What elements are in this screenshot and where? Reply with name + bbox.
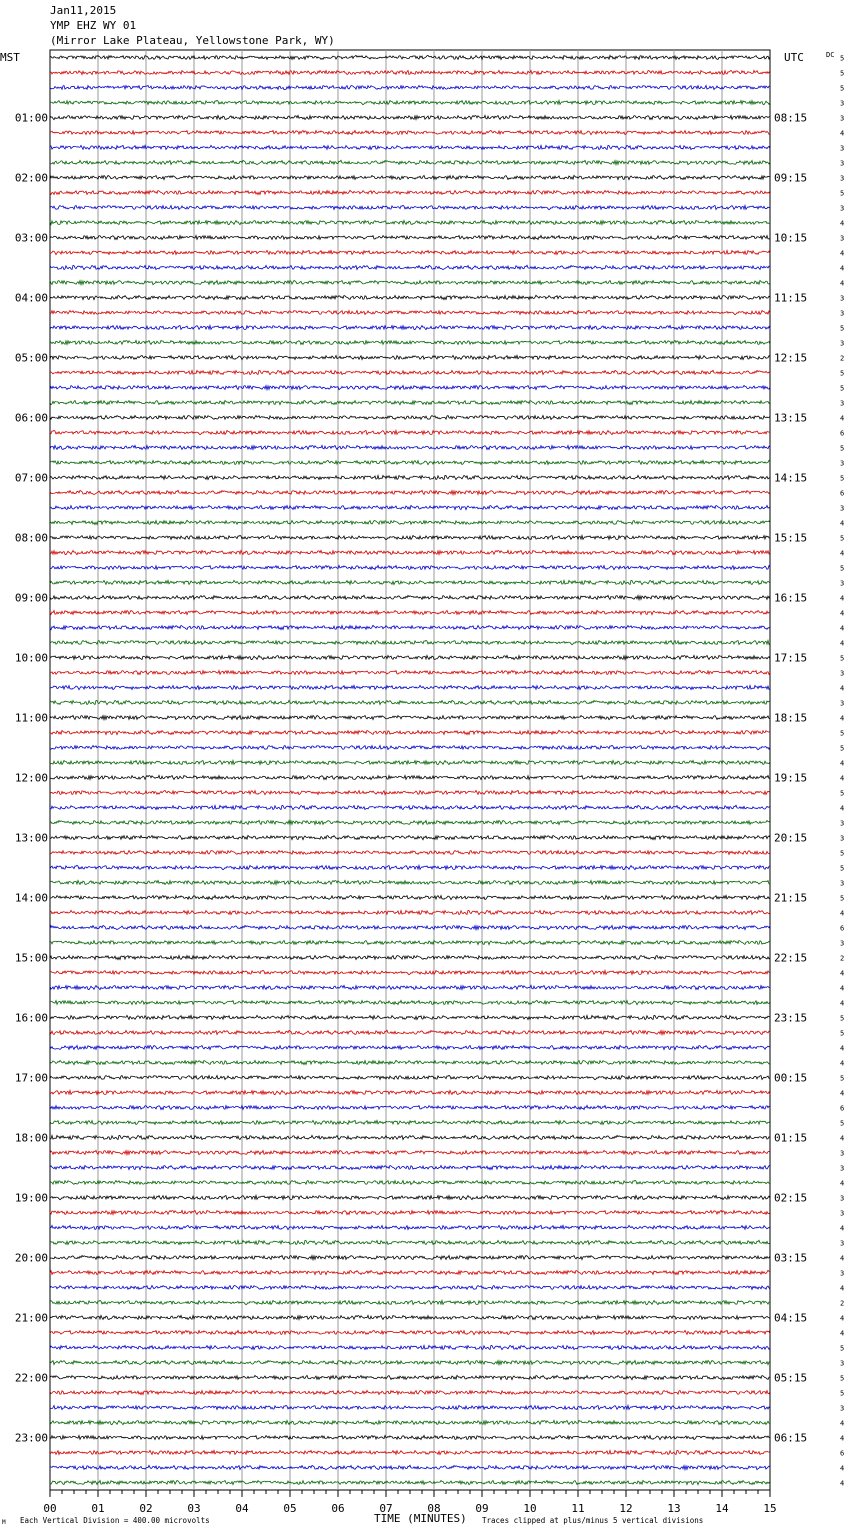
dc-offset-value: 5 <box>840 654 845 663</box>
seismic-trace <box>50 1210 770 1214</box>
seismic-trace <box>50 1315 770 1319</box>
mst-hour-label: 05:00 <box>14 351 48 365</box>
dc-offset-value: 5 <box>840 534 845 543</box>
station-location: (Mirror Lake Plateau, Yellowstone Park, WY) <box>50 34 335 47</box>
seismic-trace <box>50 835 770 839</box>
seismic-trace <box>50 580 770 584</box>
seismic-trace <box>50 820 770 824</box>
x-tick-label: 02 <box>139 1502 153 1515</box>
footer-mark: M <box>2 1519 6 1526</box>
dc-offset-value: 3 <box>840 399 845 408</box>
dc-offset-value: 4 <box>840 1464 845 1473</box>
utc-hour-label: 09:15 <box>774 171 808 185</box>
dc-offset-value: 2 <box>840 954 845 963</box>
seismic-trace <box>50 490 770 494</box>
seismic-trace <box>50 160 770 164</box>
dc-offset-value: 4 <box>840 774 845 783</box>
dc-offset-value: 5 <box>840 864 845 873</box>
mst-hour-label: 22:00 <box>14 1371 48 1385</box>
dc-offset-value: 4 <box>840 684 845 693</box>
seismic-trace <box>50 910 770 914</box>
mst-hour-label: 15:00 <box>14 951 48 965</box>
seismic-trace <box>50 1150 770 1154</box>
seismic-trace <box>50 940 770 944</box>
dc-offset-value: 3 <box>840 1209 845 1218</box>
seismic-trace <box>50 145 770 149</box>
seismic-trace <box>50 295 770 299</box>
seismic-trace <box>50 400 770 404</box>
mst-hour-label: 23:00 <box>14 1431 48 1445</box>
seismic-trace <box>50 700 770 704</box>
dc-offset-value: 4 <box>840 549 845 558</box>
mst-hour-label: 11:00 <box>14 711 48 725</box>
dc-offset-value: 3 <box>840 204 845 213</box>
dc-offset-value: 3 <box>840 159 845 168</box>
mst-hour-label: 19:00 <box>14 1191 48 1205</box>
seismic-trace <box>50 1480 770 1484</box>
dc-offset-value: 2 <box>840 1299 845 1308</box>
dc-offset-value: 4 <box>840 714 845 723</box>
seismic-trace <box>50 175 770 179</box>
vertical-division-note: Each Vertical Division = 400.00 microvolts <box>20 1516 210 1525</box>
seismic-trace <box>50 1285 770 1289</box>
dc-offset-value: 3 <box>840 234 845 243</box>
utc-hour-label: 14:15 <box>774 471 808 485</box>
dc-offset-value: 5 <box>840 69 845 78</box>
dc-offset-value: 5 <box>840 1029 845 1038</box>
dc-offset-value: 3 <box>840 1404 845 1413</box>
mst-hour-label: 10:00 <box>14 651 48 665</box>
seismic-trace <box>50 1000 770 1004</box>
dc-offset-value: 3 <box>840 294 845 303</box>
mst-hour-label: 04:00 <box>14 291 48 305</box>
utc-hour-label: 19:15 <box>774 771 808 785</box>
utc-hour-label: 08:15 <box>774 111 808 125</box>
seismic-trace <box>50 130 770 134</box>
utc-hour-label: 18:15 <box>774 711 808 725</box>
seismic-trace <box>50 1375 770 1379</box>
seismic-trace <box>50 205 770 209</box>
plot-date: Jan11,2015 <box>50 4 117 17</box>
seismic-trace <box>50 85 770 89</box>
utc-hour-label: 16:15 <box>774 591 808 605</box>
dc-offset-value: 5 <box>840 324 845 333</box>
dc-offset-value: 3 <box>840 504 845 513</box>
seismic-trace <box>50 1015 770 1019</box>
seismic-trace <box>50 310 770 314</box>
dc-offset-value: 4 <box>840 759 845 768</box>
seismic-trace <box>50 850 770 854</box>
dc-offset-value: 3 <box>840 174 845 183</box>
x-tick-label: 01 <box>91 1502 105 1515</box>
seismic-trace <box>50 550 770 554</box>
x-tick-label: 09 <box>475 1502 489 1515</box>
mst-hour-label: 07:00 <box>14 471 48 485</box>
seismic-trace <box>50 760 770 764</box>
dc-offset-value: 3 <box>840 114 845 123</box>
dc-offset-value: 3 <box>840 879 845 888</box>
seismic-trace <box>50 1090 770 1094</box>
dc-offset-value: 5 <box>840 384 845 393</box>
seismic-trace <box>50 1075 770 1079</box>
utc-axis-label: UTC <box>784 51 804 64</box>
seismic-trace <box>50 745 770 749</box>
seismic-trace <box>50 460 770 464</box>
dc-offset-value: 5 <box>840 849 845 858</box>
mst-hour-label: 02:00 <box>14 171 48 185</box>
dc-offset-value: 4 <box>840 129 845 138</box>
mst-hour-label: 18:00 <box>14 1131 48 1145</box>
station-id: YMP EHZ WY 01 <box>50 19 137 32</box>
x-tick-label: 14 <box>715 1502 729 1515</box>
seismic-trace <box>50 340 770 344</box>
dc-offset-value: 4 <box>840 624 845 633</box>
dc-offset-value: 4 <box>840 1224 845 1233</box>
dc-offset-value: 3 <box>840 459 845 468</box>
seismic-trace <box>50 1465 770 1469</box>
seismic-trace <box>50 1360 770 1364</box>
dc-offset-value: 4 <box>840 804 845 813</box>
seismic-trace <box>50 325 770 329</box>
dc-offset-value: 3 <box>840 1239 845 1248</box>
seismic-trace <box>50 1030 770 1034</box>
utc-hour-label: 06:15 <box>774 1431 808 1445</box>
dc-offset-value: 5 <box>840 474 845 483</box>
seismic-trace <box>50 115 770 119</box>
dc-offset-value: 3 <box>840 309 845 318</box>
dc-offset-value: 4 <box>840 264 845 273</box>
seismic-trace <box>50 535 770 539</box>
dc-offset-value: 5 <box>840 84 845 93</box>
utc-hour-label: 10:15 <box>774 231 808 245</box>
seismic-trace <box>50 685 770 689</box>
dc-offset-value: 4 <box>840 1044 845 1053</box>
seismic-trace <box>50 415 770 419</box>
dc-offset-value: 4 <box>840 414 845 423</box>
x-tick-label: 04 <box>235 1502 249 1515</box>
seismic-trace <box>50 505 770 509</box>
utc-hour-label: 23:15 <box>774 1011 808 1025</box>
utc-hour-label: 01:15 <box>774 1131 808 1145</box>
dc-offset-value: 5 <box>840 1119 845 1128</box>
mst-hour-label: 20:00 <box>14 1251 48 1265</box>
dc-offset-value: 4 <box>840 639 845 648</box>
dc-offset-value: 3 <box>840 819 845 828</box>
seismic-trace <box>50 730 770 734</box>
dc-offset-value: 4 <box>840 1284 845 1293</box>
x-tick-label: 15 <box>763 1502 777 1515</box>
seismic-trace <box>50 1405 770 1409</box>
dc-offset-value: 6 <box>840 489 845 498</box>
seismic-trace <box>50 925 770 929</box>
x-tick-label: 13 <box>667 1502 681 1515</box>
dc-offset-value: 5 <box>840 789 845 798</box>
seismic-trace <box>50 520 770 524</box>
x-tick-label: 05 <box>283 1502 297 1515</box>
mst-hour-label: 16:00 <box>14 1011 48 1025</box>
dc-offset-value: 4 <box>840 1479 845 1488</box>
dc-offset-value: 5 <box>840 1389 845 1398</box>
utc-hour-label: 17:15 <box>774 651 808 665</box>
x-tick-label: 12 <box>619 1502 633 1515</box>
utc-hour-label: 12:15 <box>774 351 808 365</box>
x-tick-label: 06 <box>331 1502 345 1515</box>
seismic-trace <box>50 55 770 59</box>
seismic-trace <box>50 265 770 269</box>
dc-offset-value: 5 <box>840 189 845 198</box>
dc-offset-value: 4 <box>840 1089 845 1098</box>
dc-offset-value: 3 <box>840 1359 845 1368</box>
dc-offset-value: 2 <box>840 354 845 363</box>
dc-offset-value: 5 <box>840 729 845 738</box>
dc-offset-value: 5 <box>840 894 845 903</box>
seismic-trace <box>50 250 770 254</box>
utc-hour-label: 04:15 <box>774 1311 808 1325</box>
seismic-trace <box>50 865 770 869</box>
seismic-trace <box>50 100 770 104</box>
mst-hour-label: 21:00 <box>14 1311 48 1325</box>
x-tick-label: 07 <box>379 1502 393 1515</box>
dc-offset-value: 4 <box>840 609 845 618</box>
utc-hour-label: 03:15 <box>774 1251 808 1265</box>
seismic-trace <box>50 805 770 809</box>
seismic-trace <box>50 880 770 884</box>
mst-hour-label: 01:00 <box>14 111 48 125</box>
seismic-trace <box>50 595 770 599</box>
utc-hour-label: 00:15 <box>774 1071 808 1085</box>
seismic-trace <box>50 775 770 779</box>
seismic-trace <box>50 1330 770 1334</box>
dc-offset-value: 4 <box>840 909 845 918</box>
utc-hour-label: 05:15 <box>774 1371 808 1385</box>
seismic-trace <box>50 955 770 959</box>
utc-hour-label: 15:15 <box>774 531 808 545</box>
dc-offset-value: 4 <box>840 1179 845 1188</box>
seismic-trace <box>50 1435 770 1439</box>
dc-offset-value: 3 <box>840 1269 845 1278</box>
dc-offset-value: 4 <box>840 1329 845 1338</box>
dc-offset-value: 5 <box>840 744 845 753</box>
seismic-trace <box>50 790 770 794</box>
seismic-trace <box>50 235 770 239</box>
dc-offset-value: 3 <box>840 669 845 678</box>
seismic-trace <box>50 670 770 674</box>
seismic-trace <box>50 280 770 284</box>
seismic-trace <box>50 655 770 659</box>
dc-offset-value: 4 <box>840 519 845 528</box>
seismic-trace <box>50 1300 770 1304</box>
dc-offset-value: 6 <box>840 1449 845 1458</box>
seismic-trace <box>50 1165 770 1169</box>
seismic-trace <box>50 1045 770 1049</box>
seismic-trace <box>50 475 770 479</box>
mst-hour-label: 09:00 <box>14 591 48 605</box>
dc-offset-value: 6 <box>840 429 845 438</box>
seismic-trace <box>50 1105 770 1109</box>
dc-offset-value: 4 <box>840 1134 845 1143</box>
seismic-trace <box>50 1450 770 1454</box>
dc-offset-value: 5 <box>840 54 845 63</box>
seismic-trace <box>50 1225 770 1229</box>
x-tick-label: 00 <box>43 1502 57 1515</box>
dc-offset-value: 4 <box>840 594 845 603</box>
dc-offset-value: 6 <box>840 924 845 933</box>
utc-hour-label: 02:15 <box>774 1191 808 1205</box>
seismic-trace <box>50 625 770 629</box>
seismic-trace <box>50 1390 770 1394</box>
dc-offset-value: 4 <box>840 969 845 978</box>
dc-offset-value: 3 <box>840 834 845 843</box>
seismic-trace <box>50 1180 770 1184</box>
seismic-trace <box>50 565 770 569</box>
x-tick-label: 10 <box>523 1502 537 1515</box>
seismic-trace <box>50 985 770 989</box>
seismic-trace <box>50 1120 770 1124</box>
seismic-trace <box>50 640 770 644</box>
seismic-trace <box>50 385 770 389</box>
dc-offset-value: 5 <box>840 1074 845 1083</box>
dc-label: DC <box>826 51 835 59</box>
seismic-trace <box>50 355 770 359</box>
dc-offset-value: 5 <box>840 444 845 453</box>
dc-offset-value: 3 <box>840 99 845 108</box>
dc-offset-value: 4 <box>840 1314 845 1323</box>
dc-offset-value: 3 <box>840 939 845 948</box>
seismic-trace <box>50 1345 770 1349</box>
dc-offset-value: 4 <box>840 279 845 288</box>
x-tick-label: 03 <box>187 1502 201 1515</box>
mst-hour-label: 12:00 <box>14 771 48 785</box>
dc-offset-value: 5 <box>840 1014 845 1023</box>
dc-offset-value: 3 <box>840 1164 845 1173</box>
dc-offset-value: 4 <box>840 249 845 258</box>
mst-hour-label: 14:00 <box>14 891 48 905</box>
utc-hour-label: 13:15 <box>774 411 808 425</box>
seismic-trace <box>50 1270 770 1274</box>
seismic-trace <box>50 610 770 614</box>
dc-offset-value: 4 <box>840 1434 845 1443</box>
clipping-note: Traces clipped at plus/minus 5 vertical divisions <box>482 1516 704 1525</box>
dc-offset-value: 3 <box>840 1149 845 1158</box>
dc-offset-value: 5 <box>840 564 845 573</box>
mst-hour-label: 17:00 <box>14 1071 48 1085</box>
dc-offset-value: 4 <box>840 219 845 228</box>
dc-offset-value: 3 <box>840 339 845 348</box>
dc-offset-value: 4 <box>840 1254 845 1263</box>
x-tick-label: 08 <box>427 1502 441 1515</box>
seismic-trace <box>50 220 770 224</box>
seismic-trace <box>50 715 770 719</box>
utc-hour-label: 22:15 <box>774 951 808 965</box>
seismic-trace <box>50 445 770 449</box>
dc-offset-value: 4 <box>840 1059 845 1068</box>
utc-hour-label: 21:15 <box>774 891 808 905</box>
mst-hour-label: 13:00 <box>14 831 48 845</box>
seismic-trace <box>50 1420 770 1424</box>
seismic-trace <box>50 1240 770 1244</box>
x-axis-title: TIME (MINUTES) <box>374 1512 467 1525</box>
dc-offset-value: 6 <box>840 1104 845 1113</box>
mst-hour-label: 03:00 <box>14 231 48 245</box>
x-tick-label: 11 <box>571 1502 585 1515</box>
mst-hour-label: 06:00 <box>14 411 48 425</box>
seismic-trace <box>50 1255 770 1259</box>
seismic-trace <box>50 895 770 899</box>
seismic-trace <box>50 1135 770 1139</box>
dc-offset-value: 3 <box>840 144 845 153</box>
utc-hour-label: 20:15 <box>774 831 808 845</box>
utc-hour-label: 11:15 <box>774 291 808 305</box>
seismic-trace <box>50 190 770 194</box>
dc-offset-value: 4 <box>840 1419 845 1428</box>
seismic-trace <box>50 1060 770 1064</box>
dc-offset-value: 3 <box>840 699 845 708</box>
seismic-trace <box>50 70 770 74</box>
mst-axis-label: MST <box>0 51 20 64</box>
mst-hour-label: 08:00 <box>14 531 48 545</box>
dc-offset-value: 4 <box>840 999 845 1008</box>
seismic-trace <box>50 370 770 374</box>
dc-offset-value: 3 <box>840 579 845 588</box>
seismic-trace <box>50 1195 770 1199</box>
dc-offset-value: 5 <box>840 1344 845 1353</box>
dc-offset-value: 5 <box>840 369 845 378</box>
dc-offset-value: 3 <box>840 1194 845 1203</box>
seismic-trace <box>50 970 770 974</box>
dc-offset-value: 4 <box>840 984 845 993</box>
seismic-trace <box>50 430 770 434</box>
dc-offset-value: 5 <box>840 1374 845 1383</box>
